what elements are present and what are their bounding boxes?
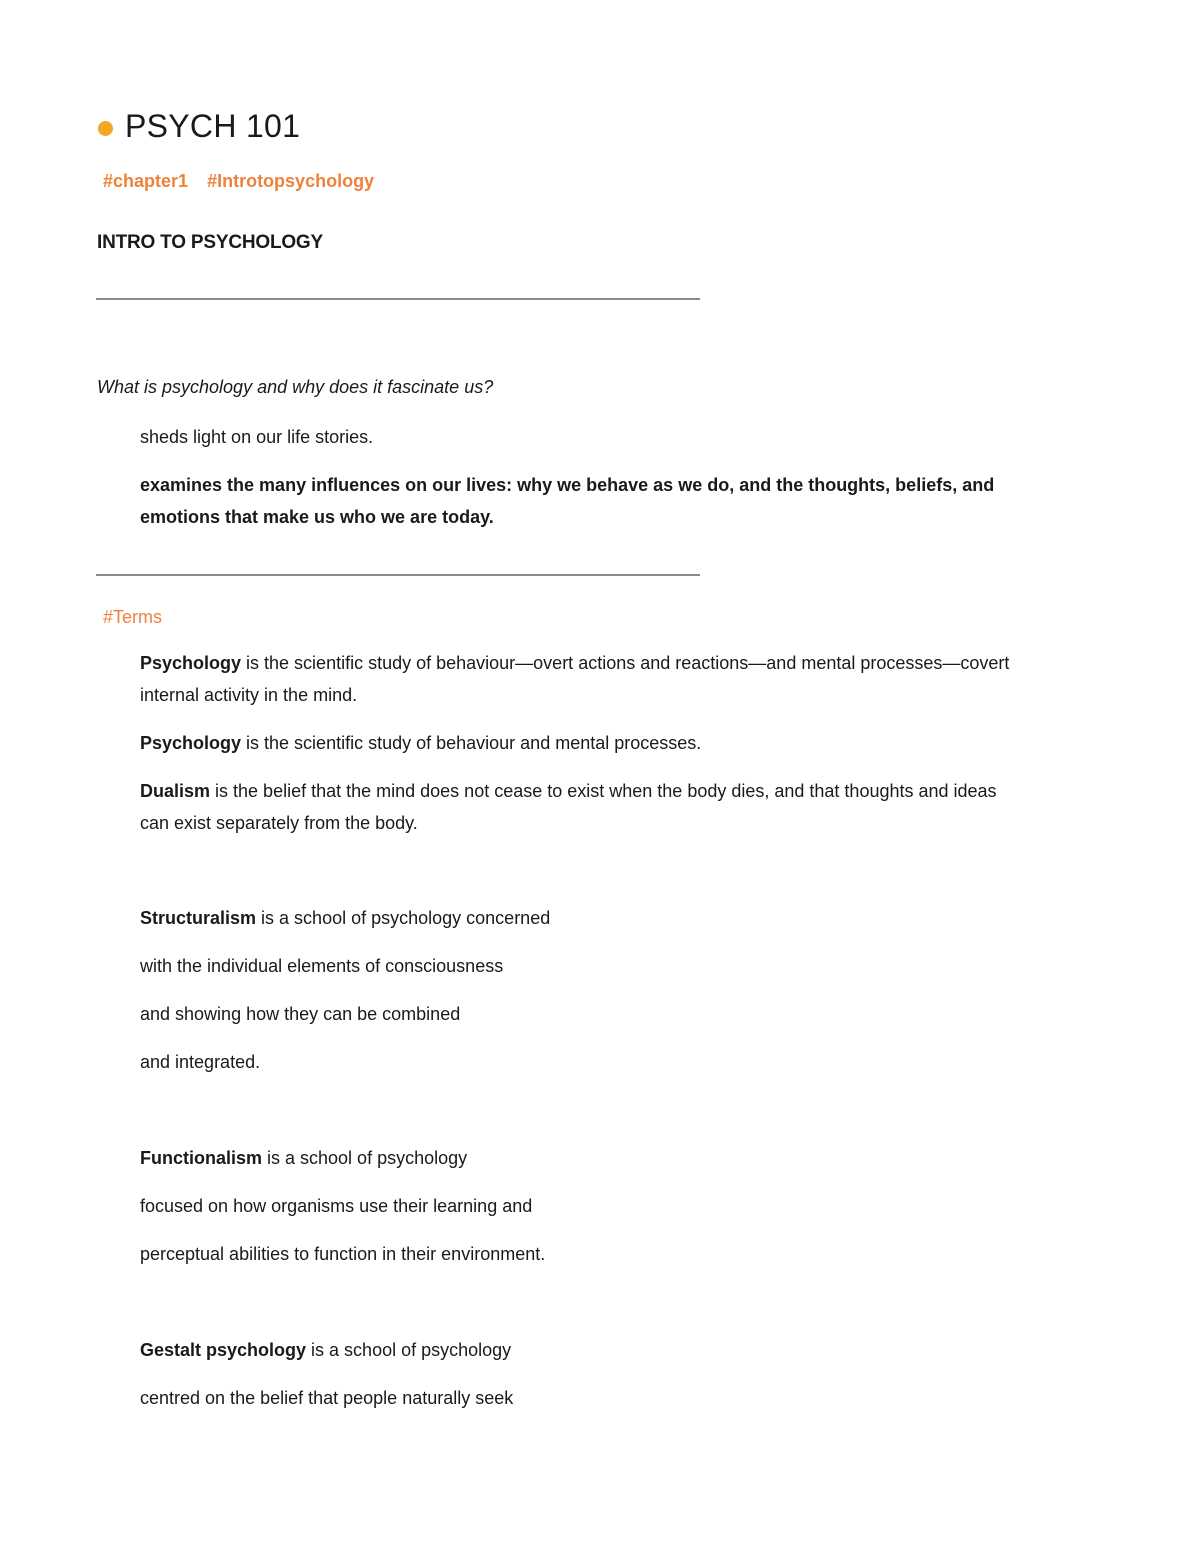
term-structuralism-line-3: and showing how they can be combined: [140, 1004, 461, 1024]
term-functionalism-line-1: [140, 1142, 467, 1174]
term-definition: is a school of psychology: [306, 1340, 512, 1360]
page-title: PSYCH 101: [125, 108, 301, 144]
bullet-dot-icon: [98, 121, 113, 136]
term-gestalt-line-2: centred on the belief that people naturally seek: [140, 1388, 514, 1408]
section-heading: INTRO TO PSYCHOLOGY: [97, 232, 323, 253]
intro-point-2-line-2: emotions that make us who we are today.: [140, 507, 494, 527]
term-structuralism-line-4: and integrated.: [140, 1052, 261, 1072]
term-definition: is a school of psychology concerned: [256, 908, 551, 928]
term-definition: is the scientific study of behaviour and mental processes.: [241, 733, 702, 753]
term-name: Psychology: [140, 733, 242, 753]
term-functionalism-line-2: focused on how organisms use their learning and: [140, 1196, 533, 1216]
term-psychology-line-1: [140, 647, 1009, 679]
term-structuralism-line-2: with the individual elements of consciousness: [140, 956, 504, 976]
question-text: What is psychology and why does it fascinate us?: [97, 377, 494, 397]
term-psychology-short: [140, 727, 701, 759]
term-gestalt-line-1: [140, 1334, 511, 1366]
divider-bottom: [96, 574, 700, 576]
term-name: Functionalism: [140, 1148, 263, 1168]
intro-point-1: sheds light on our life stories.: [140, 427, 374, 447]
term-name: Structuralism: [140, 908, 257, 928]
term-definition: is a school of psychology: [262, 1148, 468, 1168]
term-dualism-line-1: [140, 775, 997, 807]
title-row: [98, 108, 300, 145]
term-functionalism-line-3: perceptual abilities to function in their environment.: [140, 1244, 546, 1264]
term-psychology-line-2: internal activity in the mind.: [140, 685, 358, 705]
term-name: Gestalt psychology: [140, 1340, 307, 1360]
tag-terms[interactable]: #Terms: [103, 607, 163, 627]
tag-chapter1[interactable]: #chapter1: [103, 171, 189, 191]
divider-top: [96, 298, 700, 300]
term-name: Psychology: [140, 653, 242, 673]
term-name: Dualism: [140, 781, 211, 801]
intro-point-2-line-1: examines the many influences on our lives: why we behave as we do, and the thoughts, beliefs, and: [140, 475, 995, 495]
tag-introtopsychology[interactable]: #Introtopsychology: [207, 171, 375, 191]
term-dualism-line-2: can exist separately from the body.: [140, 813, 418, 833]
tag-list: [103, 171, 388, 192]
term-definition: is the belief that the mind does not cease to exist when the body dies, and that thoughts and ideas: [210, 781, 997, 801]
term-definition: is the scientific study of behaviour—overt actions and reactions—and mental processes—covert: [241, 653, 1010, 673]
term-structuralism-line-1: [140, 902, 550, 934]
